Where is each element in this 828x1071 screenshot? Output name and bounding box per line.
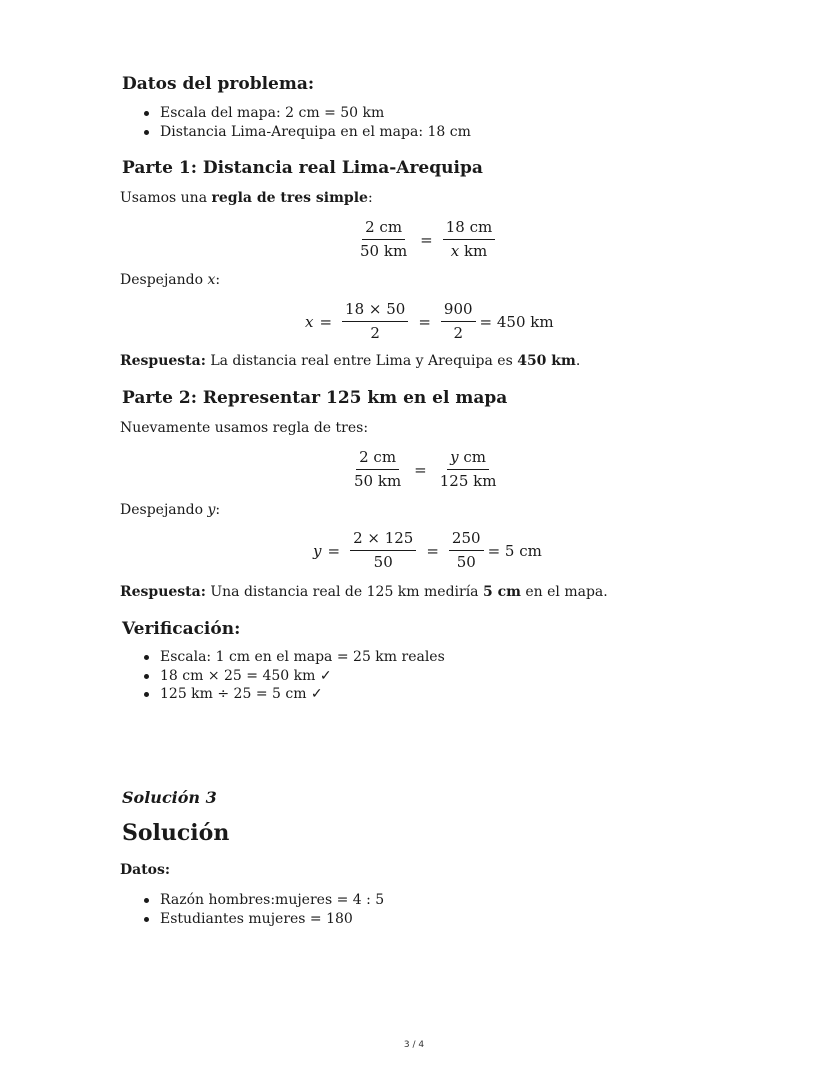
unit: km	[459, 242, 488, 260]
intro-bold: regla de tres simple	[211, 190, 368, 206]
list-item: Escala: 1 cm en el mapa = 25 km reales	[142, 648, 445, 667]
equals-sign: =	[319, 312, 333, 331]
parte2-equation-1	[347, 448, 503, 491]
math-variable: y	[450, 448, 459, 466]
result: = 450 km	[479, 312, 554, 331]
equals-sign: =	[426, 541, 439, 560]
parte2-respuesta	[120, 583, 608, 601]
solucion-title: Solución	[122, 820, 230, 846]
math-variable: y	[207, 502, 216, 518]
parte2-heading: Parte 2: Representar 125 km en el mapa	[122, 388, 508, 408]
respuesta-end: en el mapa.	[520, 584, 608, 600]
denominator: 50	[456, 553, 476, 571]
verificacion-heading: Verificación:	[122, 619, 241, 639]
list-item: Razón hombres:mujeres = 4 : 5	[142, 891, 384, 910]
numerator	[447, 448, 489, 470]
respuesta-value: 450 km	[517, 353, 576, 369]
unit: cm	[458, 448, 487, 466]
denominator	[448, 240, 491, 261]
datos2-list	[142, 891, 384, 928]
list-item: Distancia Lima-Arequipa en el mapa: 18 cm	[142, 123, 471, 142]
colon: :	[215, 272, 221, 288]
fraction	[443, 218, 495, 261]
equals-sign: =	[414, 460, 427, 479]
result: = 5 cm	[487, 541, 542, 560]
parte1-intro	[120, 189, 373, 207]
numerator: 18 × 50	[342, 300, 408, 322]
denominator: 2	[453, 324, 463, 342]
numerator: 900	[441, 300, 476, 322]
respuesta-text: La distancia real entre Lima y Arequipa es	[205, 353, 518, 369]
respuesta-end: .	[575, 353, 581, 369]
numerator: 2 × 125	[350, 529, 416, 551]
parte2-intro: Nuevamente usamos regla de tres:	[120, 420, 369, 436]
parte2-equation-2	[313, 529, 542, 572]
parte2-despejando	[120, 501, 220, 519]
fraction	[350, 529, 416, 572]
respuesta-text: Una distancia real de 125 km mediría	[205, 584, 483, 600]
fraction	[342, 300, 408, 343]
fraction	[357, 218, 410, 261]
page-number: 3 / 4	[403, 1040, 425, 1050]
denominator: 125 km	[439, 472, 497, 490]
parte1-equation-2	[305, 300, 554, 343]
parte1-heading: Parte 1: Distancia real Lima-Arequipa	[122, 158, 483, 178]
equals-sign: =	[327, 541, 341, 560]
numerator: 2 cm	[362, 218, 405, 240]
denominator: 2	[370, 324, 380, 342]
fraction	[351, 448, 404, 491]
numerator: 2 cm	[356, 448, 399, 470]
equals-sign: =	[420, 230, 433, 249]
datos-heading: Datos del problema:	[122, 74, 315, 94]
parte1-despejando	[120, 271, 220, 289]
verificacion-list	[142, 648, 445, 704]
solucion-number: Solución 3	[122, 788, 217, 807]
intro-end: :	[367, 190, 373, 206]
parte1-equation-1	[353, 218, 499, 261]
list-item: Escala del mapa: 2 cm = 50 km	[142, 104, 471, 123]
numerator: 18 cm	[443, 218, 495, 240]
math-variable: y	[313, 541, 322, 560]
denominator: 50 km	[354, 472, 402, 490]
intro-text: Usamos una	[120, 190, 212, 206]
despejando-text: Despejando	[120, 502, 208, 518]
equals-sign: =	[418, 312, 431, 331]
denominator: 50 km	[360, 242, 408, 260]
respuesta-value: 5 cm	[482, 584, 521, 600]
math-variable: x	[207, 272, 216, 288]
denominator: 50	[373, 553, 393, 571]
fraction	[441, 300, 476, 343]
parte1-respuesta	[120, 352, 580, 370]
despejando-text: Despejando	[120, 272, 208, 288]
fraction	[449, 529, 484, 572]
respuesta-label: Respuesta:	[120, 353, 206, 369]
fraction	[437, 448, 500, 491]
datos-label: Datos:	[120, 862, 171, 878]
colon: :	[215, 502, 221, 518]
list-item: Estudiantes mujeres = 180	[142, 910, 384, 929]
numerator: 250	[449, 529, 484, 551]
datos-list	[142, 104, 471, 141]
math-variable: x	[305, 312, 314, 331]
list-item: 125 km ÷ 25 = 5 cm ✓	[142, 685, 445, 704]
math-variable: x	[450, 242, 460, 260]
respuesta-label: Respuesta:	[120, 584, 206, 600]
list-item: 18 cm × 25 = 450 km ✓	[142, 667, 445, 686]
